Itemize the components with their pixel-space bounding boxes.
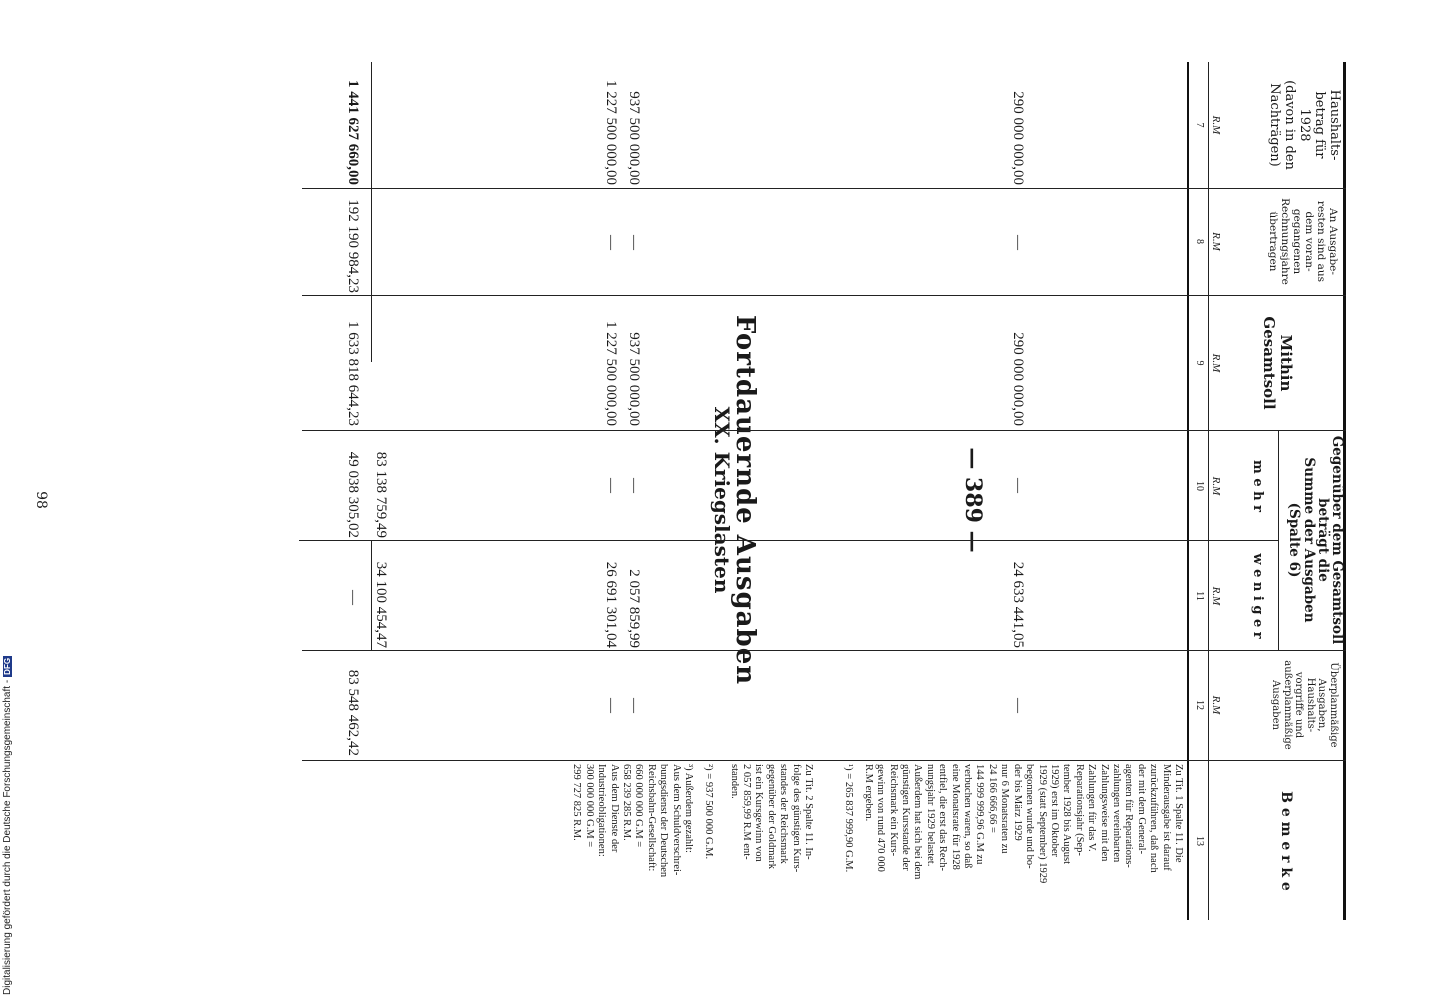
header-col9: Mithin Gesamtsoll — [1259, 316, 1295, 410]
colno-11: 11 — [1194, 591, 1205, 601]
total-col12: 83 548 462,42 — [345, 669, 361, 756]
row3-col8: — — [603, 235, 619, 250]
unit-col11: R.M — [1210, 586, 1222, 606]
unit-col10: R.M — [1210, 476, 1222, 496]
digitization-stamp-text: Digitalisierung gefördert durch die Deutsche Forschungsgemeinschaft - — [2, 679, 13, 995]
row2-col7: 937 500 000,00 — [626, 91, 642, 185]
page-subtitle: XX. Kriegslasten — [710, 406, 734, 594]
total-col8: 192 190 984,23 — [345, 199, 361, 293]
remark-tit1-note: ¹) = 265 837 999,90 G.M. — [843, 764, 854, 873]
total-col10-lower: 49 038 305,02 — [345, 451, 361, 538]
col-divider-12-13 — [302, 760, 1346, 761]
unit-col8: R.M — [1210, 232, 1222, 251]
row2-col10: — — [626, 478, 642, 493]
row1-col10: — — [1010, 478, 1026, 493]
row1-col12: — — [1010, 698, 1026, 713]
row2-col11: 2 057 859,99 — [626, 569, 642, 648]
header-group-10-11: Gegenüber dem Gesamtsoll beträgt die Summe der Ausgaben (Spalte 6) — [1286, 435, 1345, 645]
col-divider-8-9 — [302, 295, 1346, 296]
header-units-rule — [1208, 62, 1209, 920]
header-col8: An Ausgabe- resten sind aus dem voran- gegangenen Rechnungsjahre übertragen — [1266, 198, 1339, 285]
total-col10-upper: 83 138 759,49 — [373, 451, 389, 538]
row1-col11: 24 633 441,05 — [1010, 561, 1026, 648]
col-divider-11-12 — [302, 650, 1346, 651]
total-col11-lower: — — [345, 590, 361, 605]
colno-7: 7 — [1194, 122, 1205, 128]
colno-12: 12 — [1194, 700, 1205, 710]
row3-col12: — — [603, 698, 619, 713]
unit-col7: R.M — [1210, 115, 1222, 135]
remark-tit1: Zu Tit. 1 Spalte 11. Die Minderausgabe ist darauf zurückzuführen, daß nach der mit dem General- agenten für Reparations- zahlungen vereinbarten Zahlungsweise mit den Zahlungen für das V. Reparationsjahr (Sep- tember 1928 bis August 1929) erst im Oktober 1929 (statt September) 1929 begonnen wurde und bo- der bis März 1929 nur 6 Monatsraten zu 24 166 666,66 = 144 999 999,96 G.M zu verbuchen waren, so daß eine Monatsrate für 1928 entfiel, die erst das Rech- nungsjahr 1929 belastet. Außerdem hat sich bei dem günstigen Kursstande der Reichsmark ein Kurs- gewinn von rund 470 000 R.M ergeben. — [862, 764, 1184, 884]
header-bottom-rule — [1187, 62, 1189, 920]
row2-col9: 937 500 000,00 — [626, 332, 642, 426]
colno-8: 8 — [1194, 239, 1205, 244]
folio-number: 98 — [33, 491, 49, 509]
row1-col7: 290 000 000,00 — [1010, 91, 1026, 185]
header-col12: Überplanmäßige Ausgaben, Haushalts- vorgriffe und außerplanmäßige Ausgaben — [1270, 660, 1339, 750]
total-col7: 1 441 627 660,00 — [345, 80, 361, 185]
header-col11: w e n i g e r — [1250, 553, 1265, 639]
remark-tit2-note2: ³) Außerdem gezahlt: Aus dem Schuldverschrei- bungsdienst der Deutschen Reichsbahn-Gesellschaft: 660 000 000 G.M = 658 239 285 R.M. Aus dem Dienste der Industrieobligationen: 300 000 000 G.M = 299 727 825 R.M. — [571, 764, 694, 878]
header-col13: B e m e r k e — [1278, 791, 1294, 891]
col-divider-9-10 — [302, 430, 1346, 431]
colno-13: 13 — [1194, 836, 1205, 846]
header-col7: Haushalts- betrag für 1928 (davon in den Nachträgen) — [1267, 80, 1342, 170]
row3-col9: 1 227 500 000,00 — [603, 321, 619, 426]
total-col11-upper: 34 100 454,47 — [373, 561, 389, 648]
dfg-logo-icon: DFG — [3, 657, 12, 675]
colno-9: 9 — [1194, 360, 1205, 366]
header-col10: m e h r — [1250, 460, 1265, 512]
page-number: — 389 — — [960, 447, 986, 553]
row3-col10: — — [603, 478, 619, 493]
page-title: Fortdauernde Ausgaben — [730, 314, 760, 686]
row3-col11: 26 691 301,04 — [603, 561, 619, 648]
row1-col9: 290 000 000,00 — [1010, 332, 1026, 426]
row2-col8: — — [626, 235, 642, 250]
unit-col12: R.M — [1210, 695, 1222, 715]
remark-tit2: Zu Tit. 2 Spalte 11. In- folge des günstigen Kurs- standes der Reichsmark gegenüber der Goldmark ist ein Kursgewinn von 2 057 859,99 R.M ent- standen. — [728, 764, 814, 873]
total-rule — [371, 62, 372, 362]
row2-col12: — — [626, 698, 642, 713]
row3-col7: 1 227 500 000,00 — [603, 80, 619, 185]
colno-10: 10 — [1194, 481, 1205, 491]
total-col9: 1 633 818 644,23 — [345, 321, 361, 426]
row1-col8: — — [1010, 235, 1026, 250]
unit-col9: R.M — [1210, 353, 1222, 373]
col-divider-10-11 — [299, 540, 1279, 541]
remark-tit2-note1: ²) = 937 500 000 G.M. — [703, 764, 714, 860]
digitization-stamp — [2, 605, 16, 995]
col-divider-7-8 — [302, 188, 1346, 189]
